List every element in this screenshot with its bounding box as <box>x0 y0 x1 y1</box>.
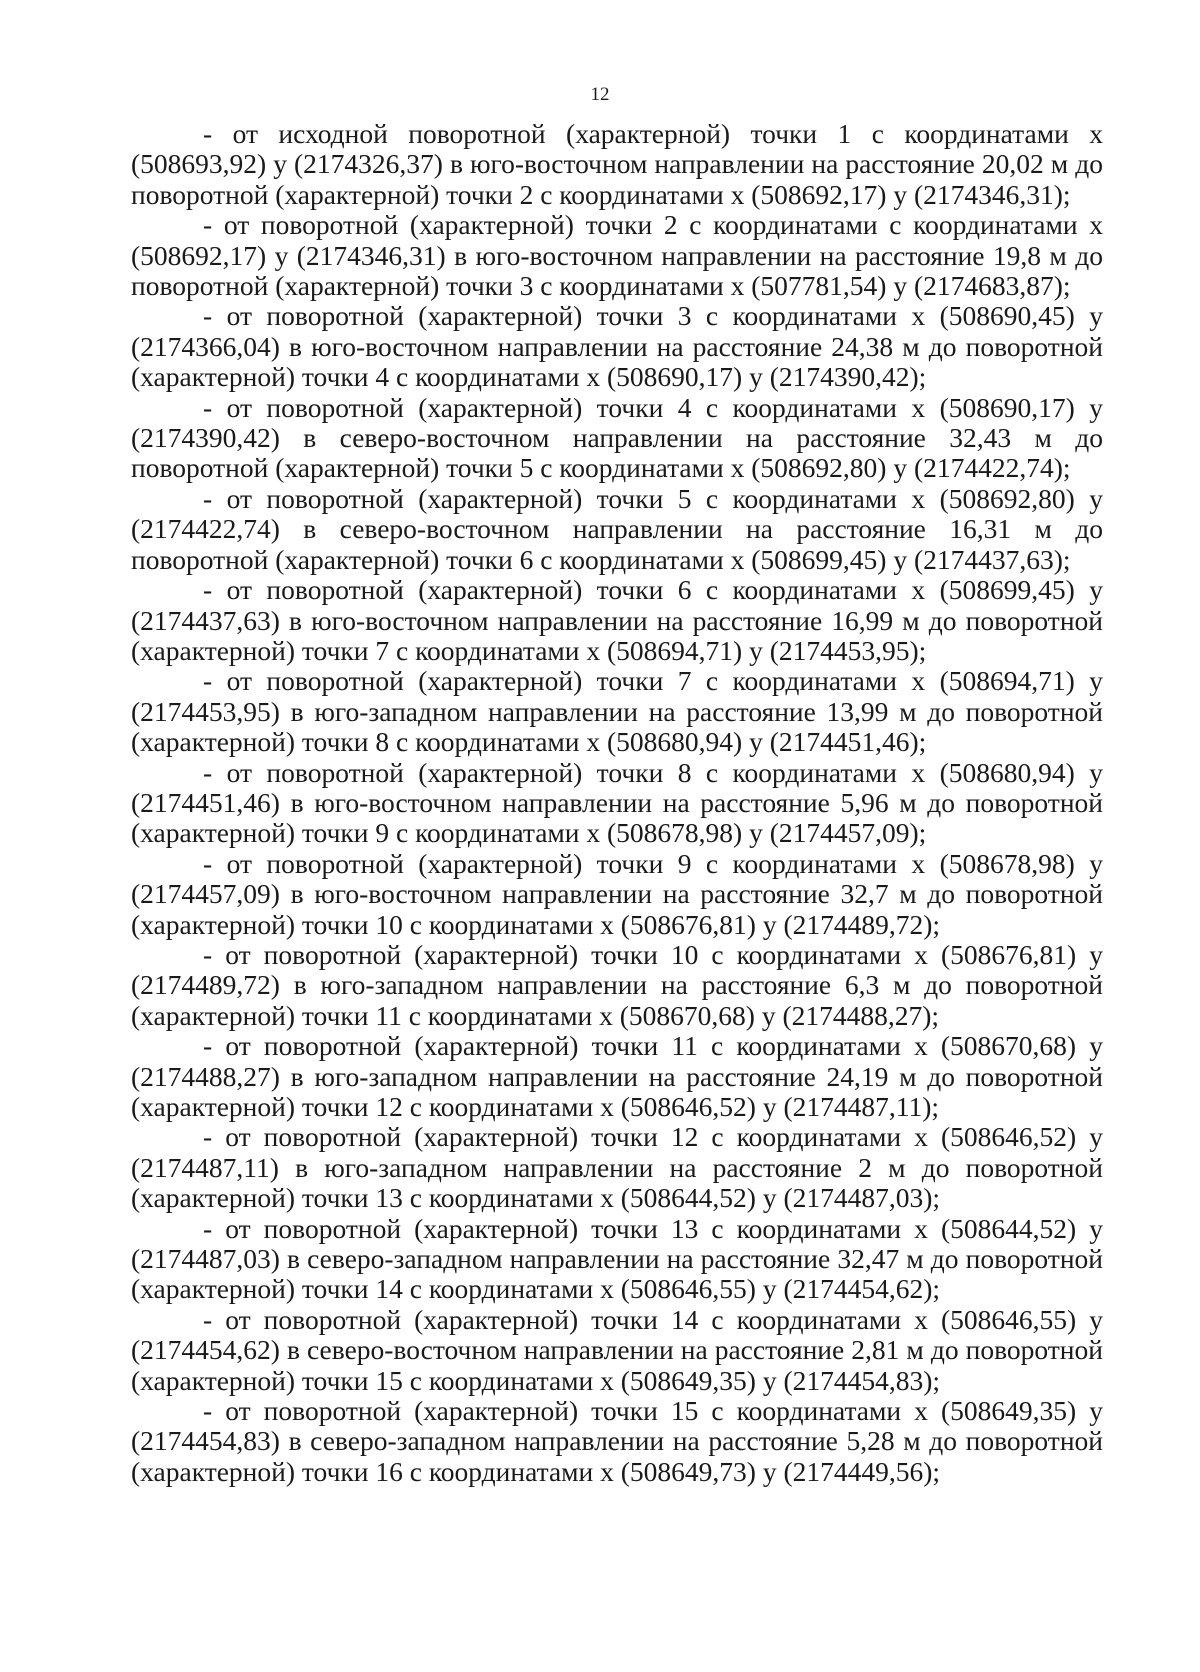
paragraph: - от поворотной (характерной) точки 4 с координатами х (508690,17) у (2174390,42) в северо-восточном направлении на расстояние 32,43 м до поворотной (характерной) точки 5 с координатами х (508692,80) у (2174422,74); <box>131 391 1103 484</box>
paragraph: - от поворотной (характерной) точки 10 с координатами х (508676,81) у (2174489,72) в юго-западном направлении на расстояние 6,3 м до поворотной (характерной) точки 11 с координатами х (508670,68) у (2174488,27); <box>131 938 1103 1031</box>
paragraph: - от исходной поворотной (характерной) точки 1 с координатами х (508693,92) у (2174326,37) в юго-восточном направлении на расстояние 20,02 м до поворотной (характерной) точки 2 с координатами х (508692,17) у (2174346,31); <box>131 118 1103 210</box>
paragraph: - от поворотной (характерной) точки 7 с координатами х (508694,71) у (2174453,95) в юго-западном направлении на расстояние 13,99 м до поворотной (характерной) точки 8 с координатами х (508680,94) у (2174451,46); <box>131 665 1103 758</box>
paragraph: - от поворотной (характерной) точки 11 с координатами х (508670,68) у (2174488,27) в юго-западном направлении на расстояние 24,19 м до поворотной (характерной) точки 12 с координатами х (508646,52) у (2174487,11); <box>131 1030 1103 1122</box>
paragraph: - от поворотной (характерной) точки 15 с координатами х (508649,35) у (2174454,83) в северо-западном направлении на расстояние 5,28 м до поворотной (характерной) точки 16 с координатами х (508649,73) у (2174449,56); <box>131 1395 1103 1487</box>
paragraph: - от поворотной (характерной) точки 9 с координатами х (508678,98) у (2174457,09) в юго-восточном направлении на расстояние 32,7 м до поворотной (характерной) точки 10 с координатами х (508676,81) у (2174489,72); <box>131 847 1103 940</box>
paragraph: - от поворотной (характерной) точки 5 с координатами х (508692,80) у (2174422,74) в северо-восточном направлении на расстояние 16,31 м до поворотной (характерной) точки 6 с координатами х (508699,45) у (2174437,63); <box>131 482 1103 575</box>
paragraph: - от поворотной (характерной) точки 12 с координатами х (508646,52) у (2174487,11) в юго-западном направлении на расстояние 2 м до поворотной (характерной) точки 13 с координатами х (508644,52) у (2174487,03); <box>131 1121 1103 1214</box>
paragraph: - от поворотной (характерной) точки 2 с координатами с координатами х (508692,17) у (2174346,31) в юго-восточном направлении на расстояние 19,8 м до поворотной (характерной) точки 3 с координатами х (507781,54) у (2174683,87); <box>131 209 1103 302</box>
paragraph: - от поворотной (характерной) точки 14 с координатами х (508646,55) у (2174454,62) в северо-восточном направлении на расстояние 2,81 м до поворотной (характерной) точки 15 с координатами х (508649,35) у (2174454,83); <box>131 1303 1103 1396</box>
paragraph: - от поворотной (характерной) точки 13 с координатами х (508644,52) у (2174487,03) в северо-западном направлении на расстояние 32,47 м до поворотной (характерной) точки 14 с координатами х (508646,55) у (2174454,62); <box>131 1212 1103 1305</box>
paragraph: - от поворотной (характерной) точки 3 с координатами х (508690,45) у (2174366,04) в юго-восточном направлении на расстояние 24,38 м до поворотной (характерной) точки 4 с координатами х (508690,17) у (2174390,42); <box>131 300 1103 393</box>
document-body <box>131 119 1103 1487</box>
paragraph: - от поворотной (характерной) точки 6 с координатами х (508699,45) у (2174437,63) в юго-восточном направлении на расстояние 16,99 м до поворотной (характерной) точки 7 с координатами х (508694,71) у (2174453,95); <box>131 574 1103 666</box>
paragraph: - от поворотной (характерной) точки 8 с координатами х (508680,94) у (2174451,46) в юго-восточном направлении на расстояние 5,96 м до поворотной (характерной) точки 9 с координатами х (508678,98) у (2174457,09); <box>131 756 1103 849</box>
page-number: 12 <box>590 84 610 105</box>
